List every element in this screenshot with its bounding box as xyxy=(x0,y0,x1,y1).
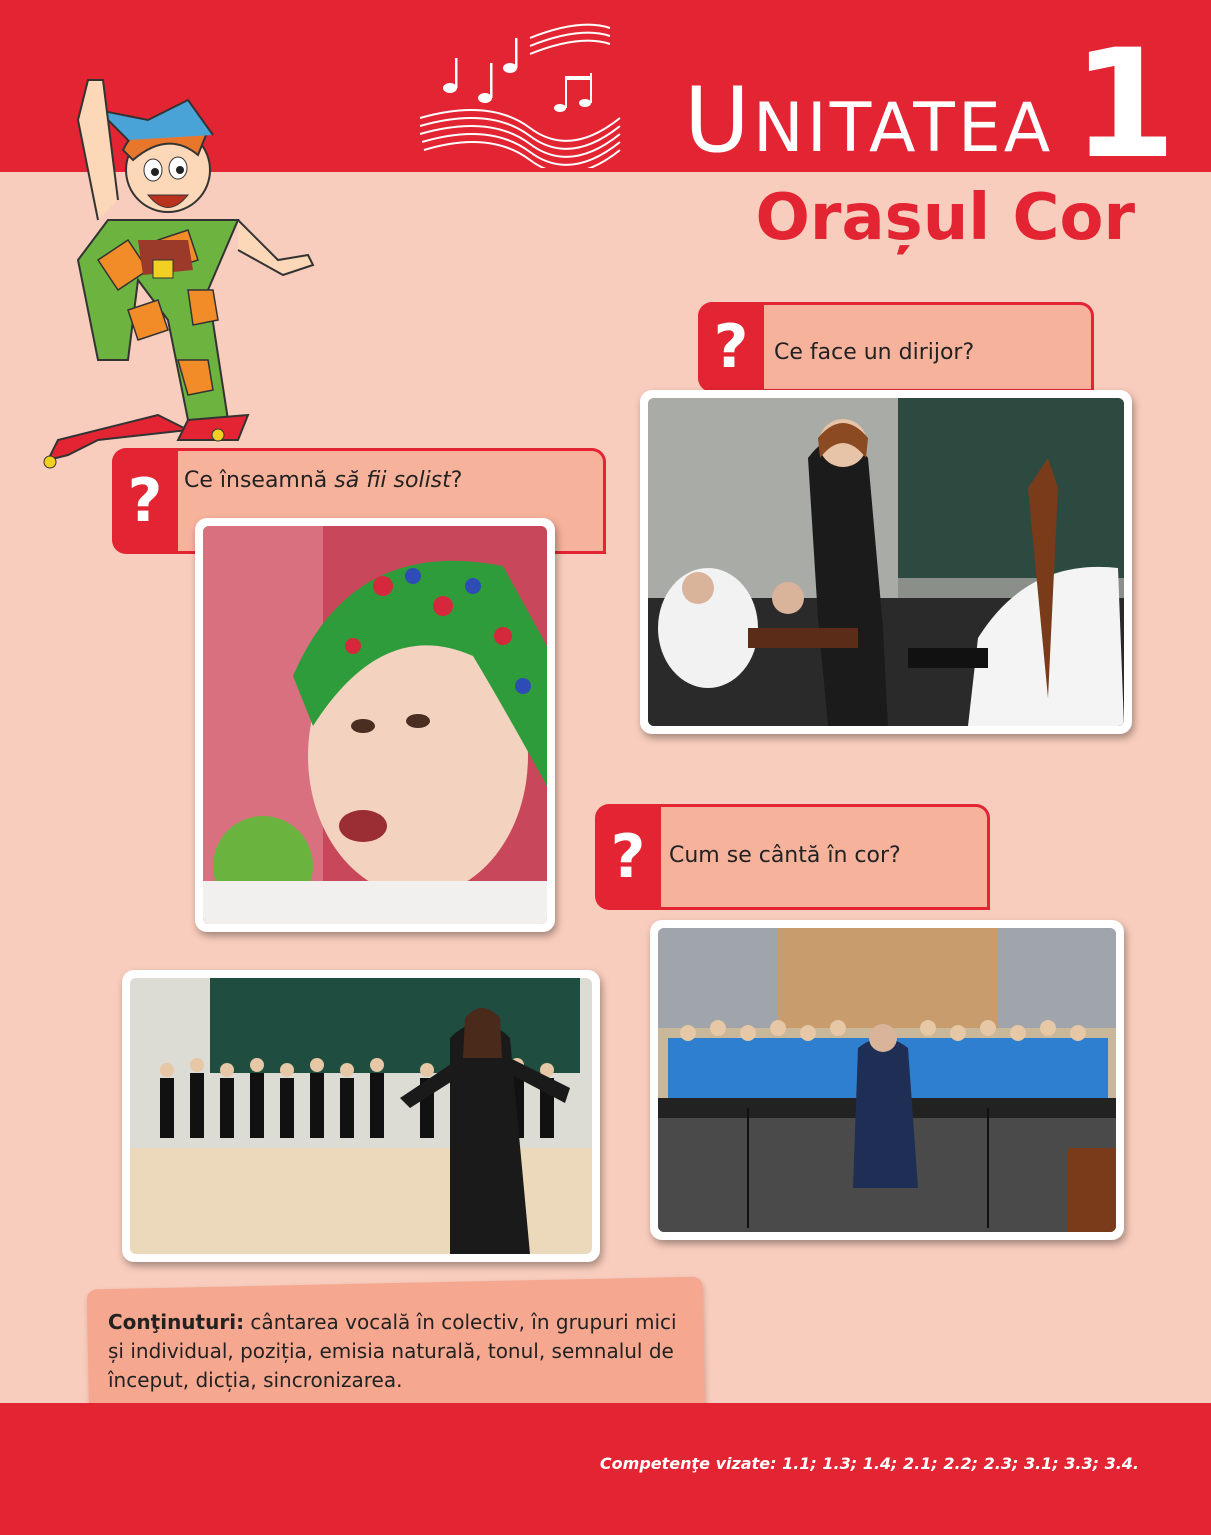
unit-first-letter: U xyxy=(684,68,753,173)
unit-number: 1 xyxy=(1072,18,1177,192)
photo-conductor-orchestra xyxy=(640,390,1132,734)
music-notes-illustration xyxy=(410,8,640,168)
question-soloist-part2: ? xyxy=(450,468,463,493)
question-soloist-italic: să fii solist xyxy=(334,468,451,493)
photo-girl-singing xyxy=(195,518,555,932)
unit-rest: NITATEA xyxy=(752,89,1054,168)
question-mark-icon: ? xyxy=(698,302,764,392)
unit-label xyxy=(684,68,1054,173)
jester-mascot-illustration xyxy=(38,60,328,480)
question-mark-icon: ? xyxy=(112,448,178,554)
question-soloist-text xyxy=(184,468,462,493)
content-description xyxy=(108,1308,698,1395)
question-choir-text: Cum se cântă în cor? xyxy=(669,843,901,868)
content-label: Conţinuturi: xyxy=(108,1310,245,1334)
question-conductor-text: Ce face un dirijor? xyxy=(774,340,975,365)
photo-childrens-choir xyxy=(650,920,1124,1240)
content-text: cântarea vocală în colectiv, în grupuri mici și individual, poziția, emisia naturală, tonul, semnalul de început, dicția, sincronizarea. xyxy=(108,1310,677,1392)
photo-girls-choir xyxy=(122,970,600,1262)
competente-footer: Competenţe vizate: 1.1; 1.3; 1.4; 2.1; 2.2; 2.3; 3.1; 3.3; 3.4. xyxy=(599,1454,1139,1473)
question-soloist-part1: Ce înseamnă xyxy=(184,468,335,493)
page-title: Orașul Cor xyxy=(755,181,1135,255)
question-mark-icon: ? xyxy=(595,804,661,910)
